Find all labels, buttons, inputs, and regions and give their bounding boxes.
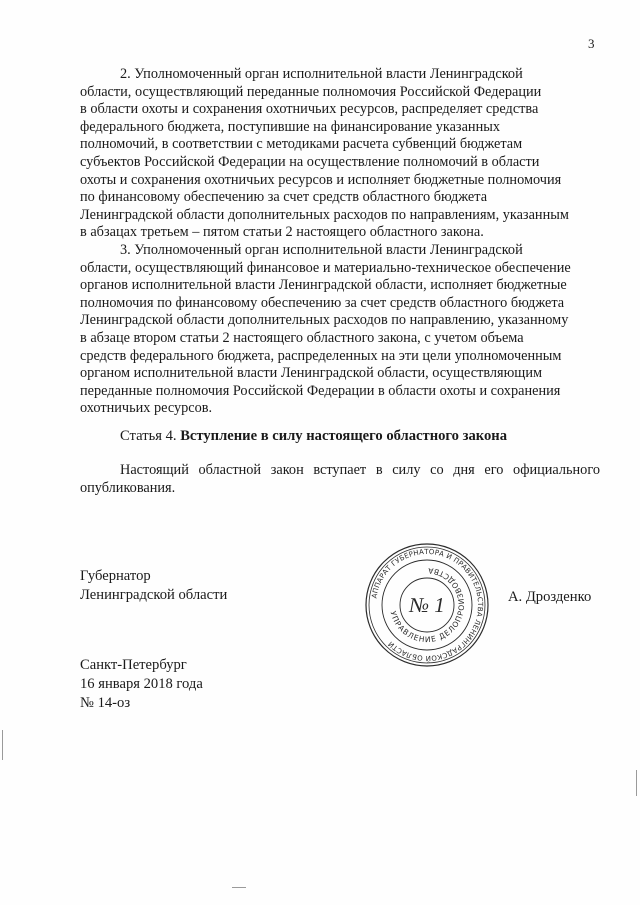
text-line: субъектов Российской Федерации на осуществление полномочий в области — [80, 153, 540, 170]
text-line: в области охоты и сохранения охотничьих ресурсов, распределяет средства — [80, 101, 539, 118]
text-line: 3. Уполномоченный орган исполнительной власти Ленинградской — [120, 241, 523, 258]
paragraph-2 — [80, 66, 600, 242]
text-line: Ленинградской области дополнительных расходов по направлениям, указанным — [80, 206, 569, 223]
text-line: по финансовому обеспечению за счет средств областного бюджета — [80, 189, 488, 206]
article-heading — [120, 428, 507, 445]
place: Санкт-Петербург — [80, 657, 187, 673]
official-seal — [363, 541, 491, 669]
text-line: 2. Уполномоченный орган исполнительной власти Ленинградской — [120, 66, 523, 82]
text-line: в абзацах третьем – пятом статьи 2 настоящего областного закона. — [80, 224, 484, 241]
place-date-block — [80, 656, 203, 713]
text-line: федерального бюджета, поступившие на финансирование указанных — [80, 118, 500, 135]
signatory-name: А. Дрозденко — [508, 589, 592, 605]
seal-outer-text: АППАРАТ ГУБЕРНАТОРА И ПРАВИТЕЛЬСТВА ЛЕНИНГРАДСКОЙ ОБЛАСТИ — [370, 547, 485, 663]
position-line: Губернатор — [80, 568, 151, 584]
text-line: охотничьих ресурсов. — [80, 400, 213, 417]
text-line: органов исполнительной власти Ленинградской области, исполняет бюджетные — [80, 277, 567, 294]
text-line: области, осуществляющий финансовое и материально-техническое обеспечение — [80, 259, 571, 276]
article-body: Настоящий областной закон вступает в силу со дня его официального опубликования. — [80, 462, 600, 496]
right-edge-mark — [636, 770, 637, 796]
paragraph-3 — [80, 242, 600, 418]
signatory-position — [80, 567, 227, 605]
date: 16 января 2018 года — [80, 676, 203, 692]
text-line: охоты и сохранения охотничьих ресурсов и исполняет бюджетные полномочия — [80, 171, 562, 188]
seal-center-number: № 1 — [409, 593, 445, 617]
seal-inner-text: УПРАВЛЕНИЕ ДЕЛОПРОИЗВОДСТВА — [388, 565, 467, 645]
text-line: средств федерального бюджета, распределенных на эти цели уполномоченным — [80, 347, 562, 364]
text-line: в абзаце втором статьи 2 настоящего областного закона, с учетом объема — [80, 329, 524, 346]
text-line: полномочия по финансовому обеспечению за счет средств областного бюджета — [80, 294, 565, 311]
article-label: Статья 4. — [120, 428, 177, 444]
text-line: переданные полномочия Российской Федерации в области охоты и сохранения — [80, 382, 561, 399]
article-title: Вступление в силу настоящего областного закона — [180, 428, 507, 444]
left-edge-mark — [2, 730, 3, 760]
text-line: Ленинградской области дополнительных расходов по направлению, указанному — [80, 312, 569, 329]
text-line: области, осуществляющий переданные полномочия Российской Федерации — [80, 83, 542, 100]
text-line: органом исполнительной власти Ленинградской области, осуществляющим — [80, 365, 543, 382]
position-line: Ленинградской области — [80, 587, 228, 603]
page-number: 3 — [588, 36, 595, 51]
law-number: № 14-оз — [80, 695, 131, 711]
text-line: полномочий, в соответствии с методиками расчета субвенций бюджетам — [80, 136, 523, 153]
law-body — [80, 66, 600, 418]
bottom-mark — [232, 887, 246, 888]
